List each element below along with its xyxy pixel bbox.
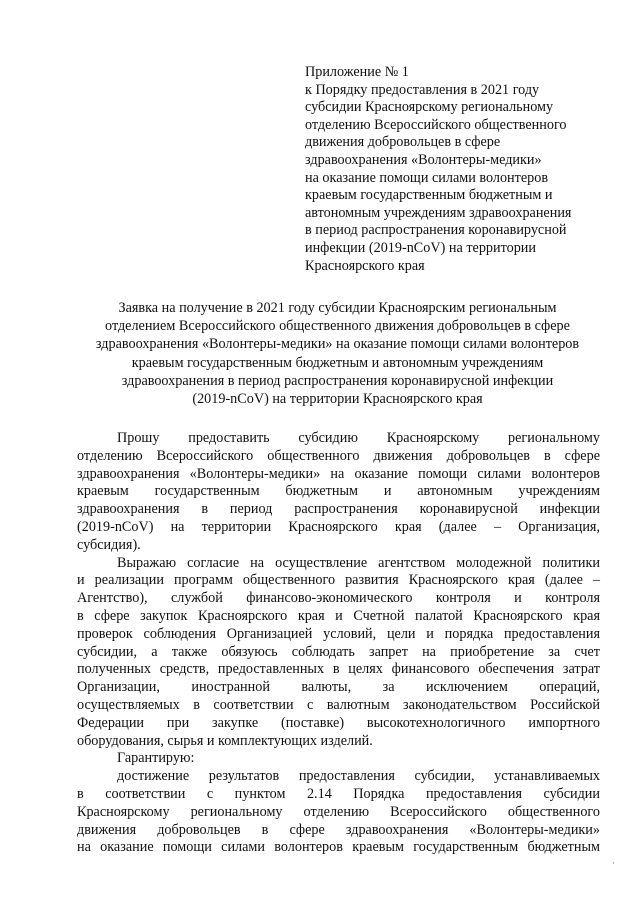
- appendix-line: автономным учреждениям здравоохранения: [305, 204, 572, 221]
- body-line: Выражаю согласие на осуществление агентством молодежной политики: [117, 554, 600, 571]
- document-title: [75, 299, 600, 408]
- title-line: здравоохранения «Волонтеры-медики» на оказание помощи силами волонтеров: [95, 336, 580, 353]
- body-line: и реализации программ общественного развития Красноярского края (далее –: [77, 572, 600, 589]
- body-line: краевым государственным бюджетным и автономным учреждениям: [77, 483, 600, 500]
- body-line: Федерации при закупке (поставке) высокотехнологичного импортного: [77, 714, 600, 731]
- body-line: субсидии, а также обязуюсь соблюдать запрет на приобретение за счет: [77, 643, 600, 660]
- appendix-line: на оказание помощи силами волонтеров: [305, 169, 549, 186]
- body-line: осуществляемых в соответствии с валютным законодательством Российской: [77, 696, 600, 713]
- appendix-line: инфекции (2019-nCoV) на территории: [305, 239, 536, 256]
- body-line: отделению Всероссийского общественного движения добровольцев в сфере: [77, 447, 600, 464]
- margin-mark: ·: [612, 858, 615, 868]
- body-line: Организации, иностранной валюты, за исключением операций,: [77, 679, 600, 696]
- body-line: Гарантирую:: [117, 750, 195, 767]
- appendix-line: Красноярского края: [305, 257, 425, 274]
- appendix-line: движения добровольцев в сфере: [305, 134, 501, 151]
- appendix-line: отделению Всероссийского общественного: [305, 116, 567, 133]
- appendix-header: [305, 64, 605, 275]
- body-line: субсидия).: [77, 536, 141, 553]
- title-line: краевым государственным бюджетным и автономным учреждениям: [131, 354, 544, 371]
- body-line: (2019-nCoV) на территории Красноярского края (далее – Организация,: [77, 518, 600, 535]
- title-line: Заявка на получение в 2021 году субсидии Красноярским региональным: [118, 300, 557, 316]
- body-line: в соответствии с пунктом 2.14 Порядка предоставления субсидии: [77, 785, 600, 802]
- body-line: достижение результатов предоставления субсидии, устанавливаемых: [117, 768, 600, 785]
- body-line: полученных средств, предоставленных в целях финансового обеспечения затрат: [77, 661, 600, 678]
- title-line: (2019-nCoV) на территории Красноярского края: [192, 391, 483, 408]
- appendix-line: краевым государственным бюджетным и: [305, 187, 553, 204]
- body-line: проверок соблюдения Организацией условий, цели и порядка предоставления: [77, 625, 600, 642]
- appendix-line: субсидии Красноярскому региональному: [305, 99, 554, 116]
- body-line: здравоохранения «Волонтеры-медики» на оказание помощи силами волонтеров: [77, 465, 600, 482]
- body-line: Агентство), службой финансово-экономического контроля и контроля: [77, 590, 600, 607]
- title-line: отделением Всероссийского общественного движения добровольцев в сфере: [105, 318, 570, 335]
- body-line: оборудования, сырья и комплектующих изделий.: [77, 732, 373, 749]
- body-line: на оказание помощи силами волонтеров краевым государственным бюджетным: [77, 839, 600, 856]
- appendix-line: в период распространения коронавирусной: [305, 222, 567, 239]
- body-line: Прошу предоставить субсидию Красноярскому региональному: [117, 430, 600, 446]
- appendix-line: здравоохранения «Волонтеры-медики»: [305, 151, 542, 168]
- title-line: здравоохранения в период распространения коронавирусной инфекции: [121, 372, 554, 389]
- appendix-line: Приложение № 1: [305, 64, 409, 80]
- appendix-line: к Порядку предоставления в 2021 году: [305, 81, 540, 98]
- document-body: [77, 430, 600, 857]
- body-line: Красноярскому региональному отделению Всероссийского общественного: [77, 803, 600, 820]
- body-line: движения добровольцев в сфере здравоохранения «Волонтеры-медики»: [77, 821, 600, 838]
- body-line: здравоохранения в период распространения коронавирусной инфекции: [77, 501, 600, 518]
- body-line: в сфере закупок Красноярского края и Счетной палатой Красноярского края: [77, 607, 600, 624]
